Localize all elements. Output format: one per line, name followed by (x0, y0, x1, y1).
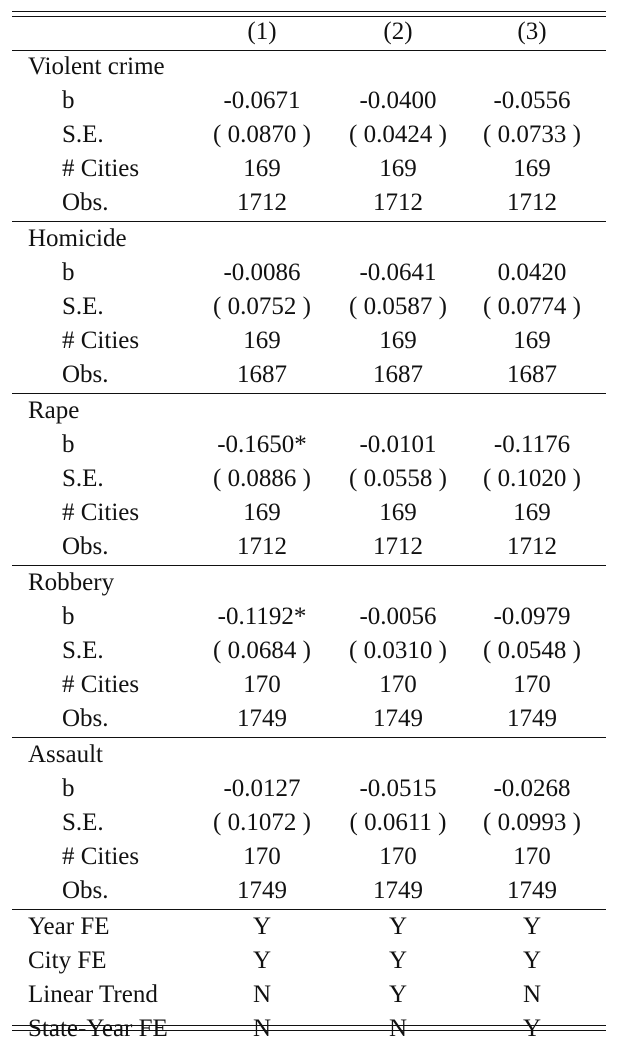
row-label: S.E. (62, 121, 104, 148)
table-row (0, 118, 619, 152)
table-cell: -0.0127 (223, 775, 301, 802)
table-row (0, 874, 619, 908)
control-cell: N (252, 1015, 272, 1042)
group-title: Violent crime (28, 53, 165, 80)
table-row (0, 702, 619, 736)
row-label: b (62, 775, 75, 802)
top-rule (12, 11, 606, 12)
table-cell: -0.1650* (217, 431, 307, 458)
table-cell: -0.1192* (217, 603, 307, 630)
column-header-1: (1) (247, 18, 277, 45)
table-cell: ( 0.0548 ) (483, 637, 581, 664)
table-cell: 169 (243, 327, 281, 354)
table-cell: -0.0671 (223, 87, 301, 114)
group-header-row (0, 394, 619, 428)
group-header-row (0, 566, 619, 600)
table-row (0, 772, 619, 806)
row-label: # Cities (62, 499, 140, 526)
control-label: State-Year FE (28, 1015, 168, 1042)
table-row (0, 256, 619, 290)
column-header-2: (2) (383, 18, 413, 45)
control-label: Year FE (28, 913, 110, 940)
table-row (0, 290, 619, 324)
control-label: City FE (28, 947, 107, 974)
table-cell: 169 (243, 155, 281, 182)
bottom-rule-outer (12, 1030, 606, 1031)
row-label: Obs. (62, 877, 109, 904)
group-title: Homicide (28, 225, 127, 252)
table-cell: ( 0.0752 ) (213, 293, 311, 320)
table-cell: -0.0400 (359, 87, 437, 114)
table-row (0, 358, 619, 392)
table-row (0, 462, 619, 496)
group-header-row (0, 50, 619, 84)
control-label: Linear Trend (28, 981, 158, 1008)
table-row (0, 840, 619, 874)
row-label: b (62, 431, 75, 458)
table-row (0, 324, 619, 358)
table-cell: -0.0515 (359, 775, 437, 802)
table-cell: ( 0.0886 ) (213, 465, 311, 492)
row-label: # Cities (62, 671, 140, 698)
row-label: Obs. (62, 189, 109, 216)
table-cell: -0.0556 (493, 87, 571, 114)
row-label: S.E. (62, 465, 104, 492)
control-cell: N (388, 1015, 408, 1042)
control-cell: Y (252, 947, 272, 974)
table-cell: ( 0.0310 ) (349, 637, 447, 664)
control-cell: Y (522, 913, 542, 940)
row-label: S.E. (62, 637, 104, 664)
row-label: # Cities (62, 327, 140, 354)
row-label: Obs. (62, 361, 109, 388)
control-cell: Y (522, 947, 542, 974)
table-cell: ( 0.0870 ) (213, 121, 311, 148)
table-cell: 170 (379, 671, 417, 698)
table-cell: ( 0.0993 ) (483, 809, 581, 836)
table-cell: ( 0.1072 ) (213, 809, 311, 836)
group-title: Rape (28, 397, 80, 424)
table-cell: -0.0086 (223, 259, 301, 286)
row-label: S.E. (62, 809, 104, 836)
table-row (0, 428, 619, 462)
control-row (0, 978, 619, 1012)
table-cell: ( 0.0611 ) (349, 809, 447, 836)
table-cell: 170 (513, 671, 551, 698)
row-label: b (62, 603, 75, 630)
row-label: Obs. (62, 533, 109, 560)
bottom-rule (12, 1025, 606, 1026)
table-cell: 1749 (237, 705, 287, 732)
table-cell: -0.0641 (359, 259, 437, 286)
control-row (0, 910, 619, 944)
row-label: Obs. (62, 705, 109, 732)
table-cell: 169 (379, 327, 417, 354)
table-cell: 170 (243, 671, 281, 698)
control-cell: Y (252, 913, 272, 940)
table-cell: 1749 (373, 877, 423, 904)
table-cell: -0.0056 (359, 603, 437, 630)
table-cell: ( 0.1020 ) (483, 465, 581, 492)
table-cell: ( 0.0587 ) (349, 293, 447, 320)
control-cell: Y (388, 913, 408, 940)
table-cell: 169 (379, 155, 417, 182)
table-cell: ( 0.0684 ) (213, 637, 311, 664)
table-cell: 0.0420 (497, 259, 567, 286)
table-cell: ( 0.0424 ) (349, 121, 447, 148)
table-cell: 1712 (507, 533, 557, 560)
table-cell: 170 (513, 843, 551, 870)
table-row (0, 668, 619, 702)
table-cell: 1749 (507, 877, 557, 904)
group-header-row (0, 222, 619, 256)
table-cell: 170 (243, 843, 281, 870)
row-label: S.E. (62, 293, 104, 320)
table-cell: -0.1176 (493, 431, 571, 458)
table-cell: 169 (379, 499, 417, 526)
table-cell: 169 (513, 499, 551, 526)
table-cell: 1712 (507, 189, 557, 216)
control-cell: Y (388, 981, 408, 1008)
table-row (0, 186, 619, 220)
table-cell: 1749 (373, 705, 423, 732)
control-cell: Y (522, 1015, 542, 1042)
control-cell: N (252, 981, 272, 1008)
table-cell: 1712 (373, 189, 423, 216)
table-row (0, 496, 619, 530)
table-row (0, 600, 619, 634)
group-title: Assault (28, 741, 103, 768)
table-row (0, 634, 619, 668)
table-cell: -0.0268 (493, 775, 571, 802)
table-cell: 170 (379, 843, 417, 870)
table-cell: 169 (243, 499, 281, 526)
table-row (0, 84, 619, 118)
table-cell: 1687 (507, 361, 557, 388)
control-cell: N (522, 981, 542, 1008)
table-cell: 1687 (373, 361, 423, 388)
row-label: # Cities (62, 843, 140, 870)
header-row (0, 15, 619, 49)
table-cell: 1712 (237, 189, 287, 216)
table-cell: ( 0.0558 ) (349, 465, 447, 492)
table-cell: 1712 (237, 533, 287, 560)
table-cell: 169 (513, 155, 551, 182)
table-cell: 1712 (373, 533, 423, 560)
row-label: # Cities (62, 155, 140, 182)
table-row (0, 530, 619, 564)
table-cell: 1687 (237, 361, 287, 388)
group-title: Robbery (28, 569, 115, 596)
table-cell: ( 0.0774 ) (483, 293, 581, 320)
row-label: b (62, 259, 75, 286)
table-cell: 1749 (237, 877, 287, 904)
control-row (0, 944, 619, 978)
control-row (0, 1012, 619, 1046)
group-header-row (0, 738, 619, 772)
column-header-3: (3) (517, 18, 547, 45)
table-cell: -0.0979 (493, 603, 571, 630)
control-cell: Y (388, 947, 408, 974)
table-cell: -0.0101 (359, 431, 437, 458)
table-row (0, 152, 619, 186)
table-cell: 1749 (507, 705, 557, 732)
table-row (0, 806, 619, 840)
row-label: b (62, 87, 75, 114)
table-cell: 169 (513, 327, 551, 354)
table-cell: ( 0.0733 ) (483, 121, 581, 148)
